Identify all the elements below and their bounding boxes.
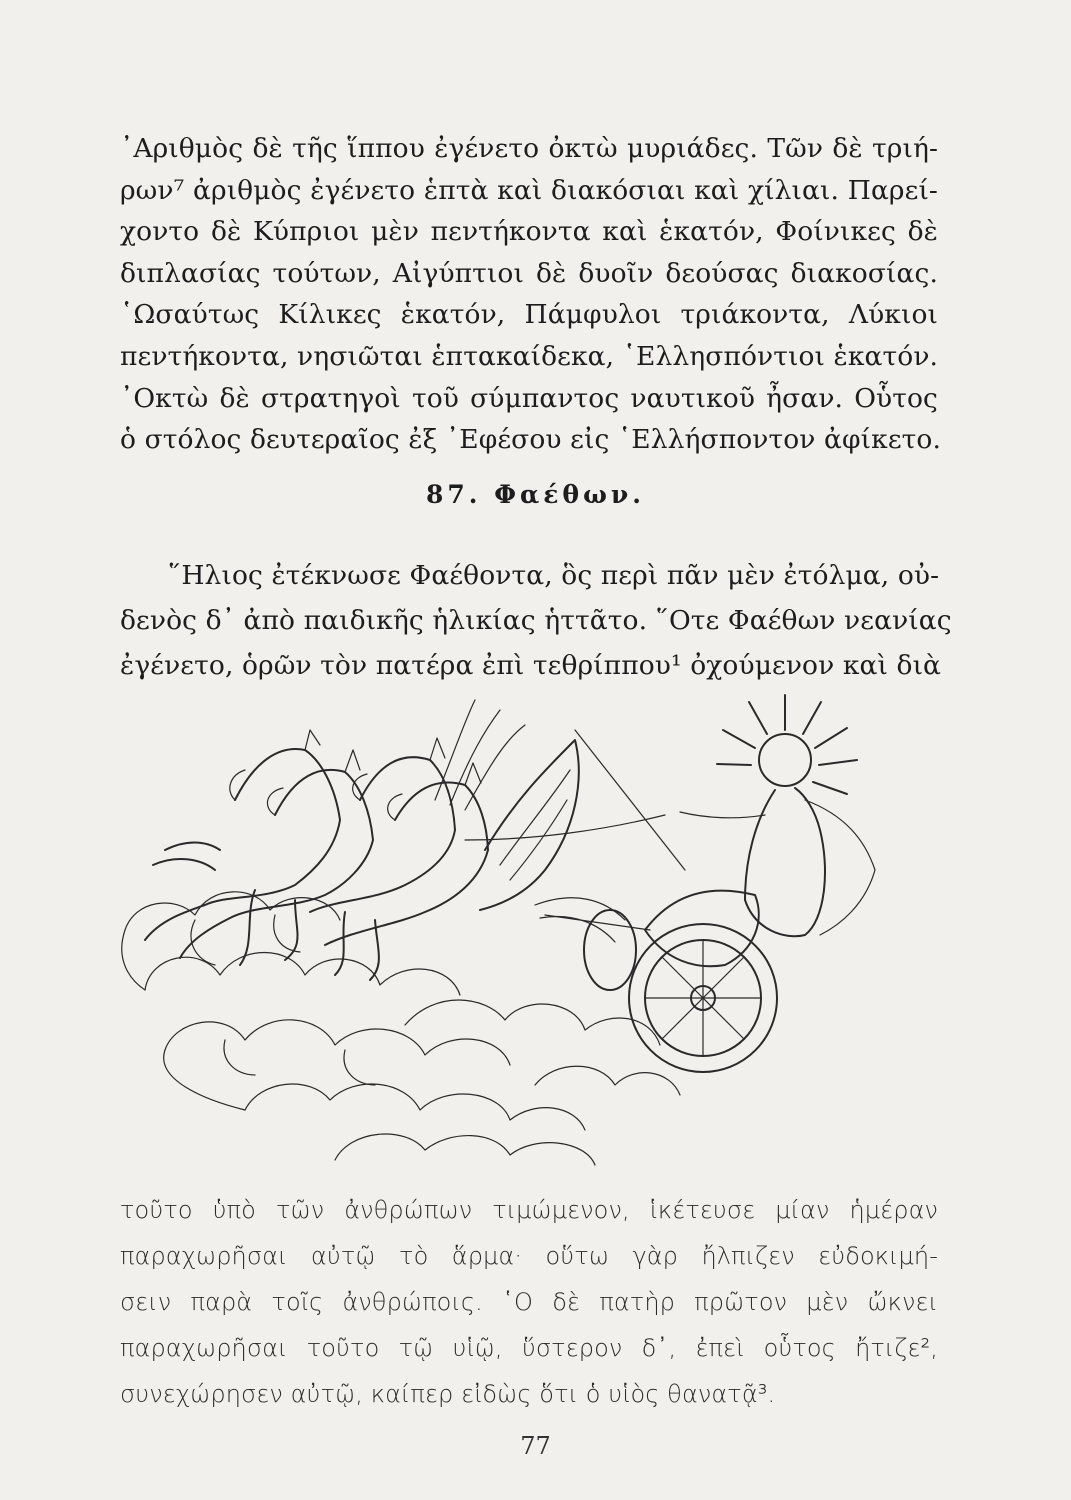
text-line: τοῦτο ὑπὸ τῶν ἀνθρώπων τιμώμενον, ἱκέτευσε μίαν ἡμέραν [120,1196,938,1224]
text-line: ᾿Αριθμὸς δὲ τῆς ἵππου ἐγένετο ὀκτὼ μυριάδες. Τῶν δὲ τριή- [120,133,938,164]
text-line: παραχωρῆσαι τοῦτο τῷ υἱῷ, ὕστερον δ᾿, ἐπεὶ οὗτος ἤτιζε², [120,1334,938,1362]
chariot-drawing [105,690,965,1190]
text-line: ὁ στόλος δευτεραῖος ἐξ ᾿Εφέσου εἰς ῾Ελλήσποντον ἀφίκετο. [120,424,941,456]
section-heading: 87. Φαέθων. [426,480,645,509]
horses [145,700,625,980]
helios-chariot-illustration [105,690,965,1190]
text-line: ῞Ηλιος ἐτέκνωσε Φαέθοντα, ὃς περὶ πᾶν μὲν ἐτόλμα, οὐ- [168,560,940,591]
paragraph-phaethon-intro [120,553,952,688]
page-number: 77 [520,1432,551,1460]
text-line: ἐγένετο, ὁρῶν τὸν πατέρα ἐπὶ τεθρίππου¹ ὀχούμενον καὶ διὰ [120,650,942,681]
text-line: διπλασίας τούτων, Αἰγύπτιοι δὲ δυοῖν δεούσας διακοσίας. [120,257,938,289]
text-line: ᾿Οκτὼ δὲ στρατηγοὶ τοῦ σύμπαντος ναυτικοῦ ἦσαν. Οὗτος [120,382,938,414]
text-line: σειν παρὰ τοῖς ἀνθρώποις. ῾Ο δὲ πατὴρ πρῶτον μὲν ὤκνει [120,1288,938,1316]
helios-figure [575,695,875,936]
text-line: ῾Ωσαύτως Κίλικες ἑκατόν, Πάμφυλοι τριάκοντα, Λύκιοι [120,299,938,331]
text-line: πεντήκοντα, νησιῶται ἑπτακαίδεκα, ῾Ελλησπόντιοι ἑκατόν. [120,340,939,372]
chariot [545,891,777,1072]
text-line: παραχωρῆσαι αὐτῷ τὸ ἅρμα· οὕτω γὰρ ἤλπιζεν εὐδοκιμή- [120,1242,938,1270]
paragraph-fleet [120,128,941,461]
text-line: χοντο δὲ Κύπριοι μὲν πεντήκοντα καὶ ἑκατόν, Φοίνικες δὲ [120,216,938,248]
text-line: συνεχώρησεν αὐτῷ, καίπερ εἰδὼς ὅτι ὁ υἱὸς θανατᾷ³. [120,1380,776,1408]
text-line: ρων⁷ ἀριθμὸς ἐγένετο ἑπτὰ καὶ διακόσιαι καὶ χίλιαι. Παρεί- [120,174,938,206]
text-line: δενὸς δ᾿ ἀπὸ παιδικῆς ἡλικίας ἡττᾶτο. ῞Οτε Φαέθων νεανίας [120,605,952,636]
paragraph-phaethon-request [120,1187,938,1417]
